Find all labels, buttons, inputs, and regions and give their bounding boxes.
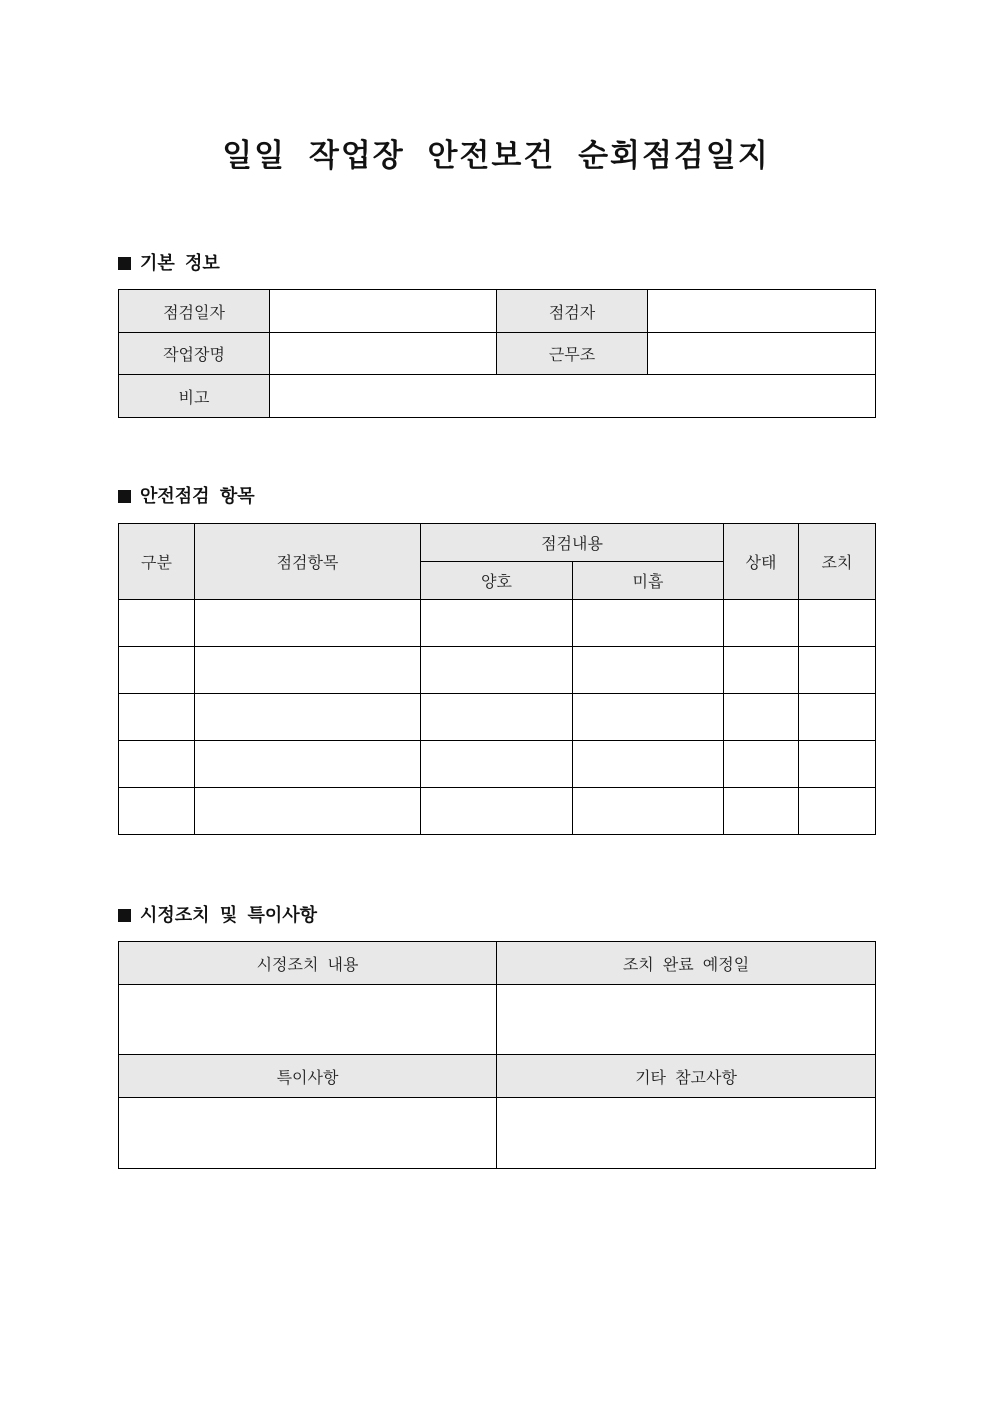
- status-cell[interactable]: [724, 647, 799, 694]
- status-cell[interactable]: [724, 788, 799, 835]
- status-cell[interactable]: [724, 694, 799, 741]
- square-bullet-icon: [118, 909, 131, 922]
- poor-column-header: 미흡: [573, 562, 724, 600]
- special-notes-field[interactable]: [119, 1098, 497, 1169]
- corrective-input-row: [119, 985, 876, 1055]
- category-cell[interactable]: [119, 694, 195, 741]
- status-cell[interactable]: [724, 600, 799, 647]
- item-column-header: 점검항목: [195, 524, 421, 600]
- basic-info-row: [119, 290, 876, 333]
- basic-info-heading-text: 기본 정보: [140, 253, 220, 274]
- poor-cell[interactable]: [573, 647, 724, 694]
- notes-input-row: [119, 1098, 876, 1169]
- item-cell[interactable]: [195, 647, 421, 694]
- item-cell[interactable]: [195, 788, 421, 835]
- shift-label: 근무조: [497, 333, 648, 375]
- table-row: [119, 788, 876, 835]
- item-cell[interactable]: [195, 741, 421, 788]
- action-cell[interactable]: [799, 788, 876, 835]
- good-cell[interactable]: [421, 741, 573, 788]
- content-column-header: 점검내용: [421, 524, 724, 562]
- action-cell[interactable]: [799, 647, 876, 694]
- corrective-header-row: [119, 942, 876, 985]
- good-column-header: 양호: [421, 562, 573, 600]
- category-cell[interactable]: [119, 600, 195, 647]
- remarks-label: 비고: [119, 375, 270, 418]
- item-cell[interactable]: [195, 600, 421, 647]
- inspection-date-label: 점검일자: [119, 290, 270, 333]
- good-cell[interactable]: [421, 647, 573, 694]
- action-cell[interactable]: [799, 694, 876, 741]
- status-column-header: 상태: [724, 524, 799, 600]
- special-notes-label: 특이사항: [119, 1055, 497, 1098]
- category-column-header: 구분: [119, 524, 195, 600]
- corrective-content-field[interactable]: [119, 985, 497, 1055]
- shift-field[interactable]: [648, 333, 876, 375]
- table-row: [119, 741, 876, 788]
- poor-cell[interactable]: [573, 788, 724, 835]
- safety-check-table: [118, 523, 876, 835]
- good-cell[interactable]: [421, 788, 573, 835]
- good-cell[interactable]: [421, 694, 573, 741]
- corrective-heading-text: 시정조치 및 특이사항: [140, 905, 318, 926]
- corrective-heading: [118, 904, 317, 928]
- table-row: [119, 694, 876, 741]
- due-date-field[interactable]: [497, 985, 876, 1055]
- action-column-header: 조치: [799, 524, 876, 600]
- category-cell[interactable]: [119, 647, 195, 694]
- remarks-field[interactable]: [270, 375, 876, 418]
- workplace-name-field[interactable]: [270, 333, 497, 375]
- category-cell[interactable]: [119, 741, 195, 788]
- item-cell[interactable]: [195, 694, 421, 741]
- action-cell[interactable]: [799, 741, 876, 788]
- poor-cell[interactable]: [573, 600, 724, 647]
- poor-cell[interactable]: [573, 741, 724, 788]
- safety-check-heading: [118, 485, 255, 509]
- table-row: [119, 600, 876, 647]
- safety-check-header-row: [119, 524, 876, 562]
- good-cell[interactable]: [421, 600, 573, 647]
- square-bullet-icon: [118, 490, 131, 503]
- other-notes-field[interactable]: [497, 1098, 876, 1169]
- inspector-field[interactable]: [648, 290, 876, 333]
- square-bullet-icon: [118, 257, 131, 270]
- basic-info-row: [119, 333, 876, 375]
- notes-header-row: [119, 1055, 876, 1098]
- corrective-table: [118, 941, 876, 1169]
- inspector-label: 점검자: [497, 290, 648, 333]
- corrective-content-label: 시정조치 내용: [119, 942, 497, 985]
- status-cell[interactable]: [724, 741, 799, 788]
- table-row: [119, 647, 876, 694]
- document-title: 일일 작업장 안전보건 순회점검일지: [222, 138, 770, 174]
- other-notes-label: 기타 참고사항: [497, 1055, 876, 1098]
- basic-info-row: [119, 375, 876, 418]
- poor-cell[interactable]: [573, 694, 724, 741]
- basic-info-table: [118, 289, 876, 418]
- action-cell[interactable]: [799, 600, 876, 647]
- inspection-date-field[interactable]: [270, 290, 497, 333]
- basic-info-heading: [118, 252, 220, 276]
- safety-check-heading-text: 안전점검 항목: [140, 486, 255, 507]
- category-cell[interactable]: [119, 788, 195, 835]
- due-date-label: 조치 완료 예정일: [497, 942, 876, 985]
- workplace-name-label: 작업장명: [119, 333, 270, 375]
